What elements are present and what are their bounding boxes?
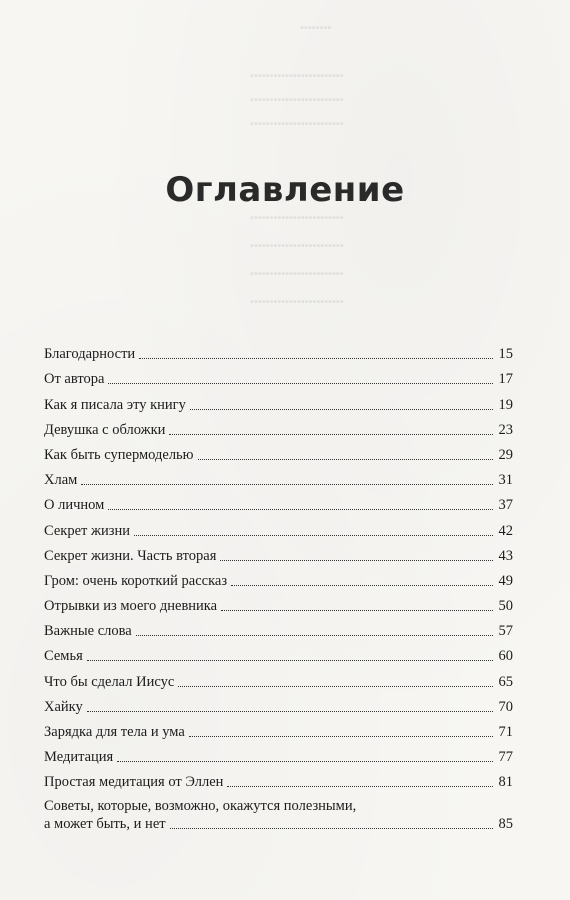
dot-leader [81,484,493,485]
toc-entry-page: 70 [498,698,513,715]
toc-entry-title-line2: а может быть, и нет [44,816,166,833]
toc-entry-page: 85 [498,816,513,833]
page-title: Оглавление [165,170,405,210]
toc-entry-page: 17 [498,371,513,388]
dot-leader [117,761,493,762]
toc-entry [44,540,513,565]
dot-leader [190,409,493,410]
dot-leader [136,635,493,636]
bleed-through-text: ▪▪▪▪▪▪▪▪▪▪▪▪▪▪▪▪▪▪▪▪▪▪▪▪ [250,118,344,130]
toc-entry-title: От автора [44,371,105,388]
toc-entry-title: Медитация [44,749,114,766]
toc-entry-page: 43 [498,547,513,564]
toc-entry-title: Хлам [44,472,78,489]
toc-entry-title: О личном [44,497,105,514]
toc-entry [44,489,513,514]
toc-entry [44,565,513,590]
bleed-through-text: ▪▪▪▪▪▪▪▪ [300,22,332,34]
toc-entry-title-line1: Советы, которые, возможно, окажутся полезными, [44,798,357,815]
toc-entry [44,338,513,363]
toc-entry-page: 29 [498,446,513,463]
dot-leader [220,560,493,561]
toc-entry-title: Гром: очень короткий рассказ [44,572,228,589]
toc-entry [44,691,513,716]
toc-entry-page: 23 [498,421,513,438]
toc-entry-page: 60 [498,648,513,665]
toc-entry-multiline [44,791,513,833]
toc-entry-page: 15 [498,346,513,363]
toc-entry-title: Благодарности [44,346,136,363]
toc-entry [44,716,513,741]
bleed-through-text: ▪▪▪▪▪▪▪▪▪▪▪▪▪▪▪▪▪▪▪▪▪▪▪▪ [250,94,344,106]
toc-entry-title: Хайку [44,698,83,715]
toc-entry-title: Что бы сделал Иисус [44,673,175,690]
toc-entry [44,388,513,413]
dot-leader [178,686,493,687]
toc-entry-title: Как быть супермоделью [44,446,194,463]
dot-leader [231,585,493,586]
toc-entry-page: 37 [498,497,513,514]
dot-leader [87,660,493,661]
bleed-through-text: ▪▪▪▪▪▪▪▪▪▪▪▪▪▪▪▪▪▪▪▪▪▪▪▪ [250,70,344,82]
toc-entry-lastline [44,815,513,833]
dot-leader [139,358,493,359]
toc-entry-page: 19 [498,396,513,413]
toc-entry [44,439,513,464]
dot-leader [170,828,493,829]
toc-entry [44,741,513,766]
toc-entry [44,615,513,640]
toc-entry [44,414,513,439]
bleed-through-text: ▪▪▪▪▪▪▪▪▪▪▪▪▪▪▪▪▪▪▪▪▪▪▪▪ [250,296,344,308]
dot-leader [221,610,493,611]
toc-entry-title: Как я писала эту книгу [44,396,186,413]
toc-entry-page: 81 [498,774,513,791]
toc-entry-page: 31 [498,472,513,489]
toc-entry [44,665,513,690]
toc-entry [44,514,513,539]
toc-entry-title: Секрет жизни [44,522,131,539]
toc-entry [44,464,513,489]
toc-entry [44,640,513,665]
toc-entry [44,766,513,791]
toc-entry-page: 77 [498,749,513,766]
toc-entry-title: Зарядка для тела и ума [44,724,185,740]
toc-entry-page: 50 [498,598,513,615]
toc-entry-title: Секрет жизни. Часть вторая [44,547,217,564]
dot-leader [108,509,493,510]
toc-entry-title: Важные слова [44,623,132,640]
dot-leader [198,459,493,460]
dot-leader [169,434,493,435]
bleed-through-text: ▪▪▪▪▪▪▪▪▪▪▪▪▪▪▪▪▪▪▪▪▪▪▪▪ [250,268,344,280]
toc-entry [44,590,513,615]
toc-entry-title: Семья [44,648,83,665]
toc-entry-wrap [44,797,513,833]
toc-entry-title: Отрывки из моего дневника [44,598,218,615]
toc-entry-title: Девушка с обложки [44,421,166,438]
toc-entry-page: 71 [498,724,513,740]
toc-entry-page: 49 [498,572,513,589]
toc-entry-page: 57 [498,623,513,640]
table-of-contents [44,338,513,833]
toc-entry-page: 65 [498,673,513,690]
toc-entry-page: 42 [498,522,513,539]
dot-leader [87,711,493,712]
dot-leader [134,535,493,536]
dot-leader [227,786,493,787]
bleed-through-text: ▪▪▪▪▪▪▪▪▪▪▪▪▪▪▪▪▪▪▪▪▪▪▪▪ [250,240,344,252]
dot-leader [108,383,493,384]
toc-entry [44,363,513,388]
bleed-through-text: ▪▪▪▪▪▪▪▪▪▪▪▪▪▪▪▪▪▪▪▪▪▪▪▪ [250,212,344,224]
dot-leader [189,736,493,737]
toc-entry-title: Простая медитация от Эллен [44,774,224,791]
